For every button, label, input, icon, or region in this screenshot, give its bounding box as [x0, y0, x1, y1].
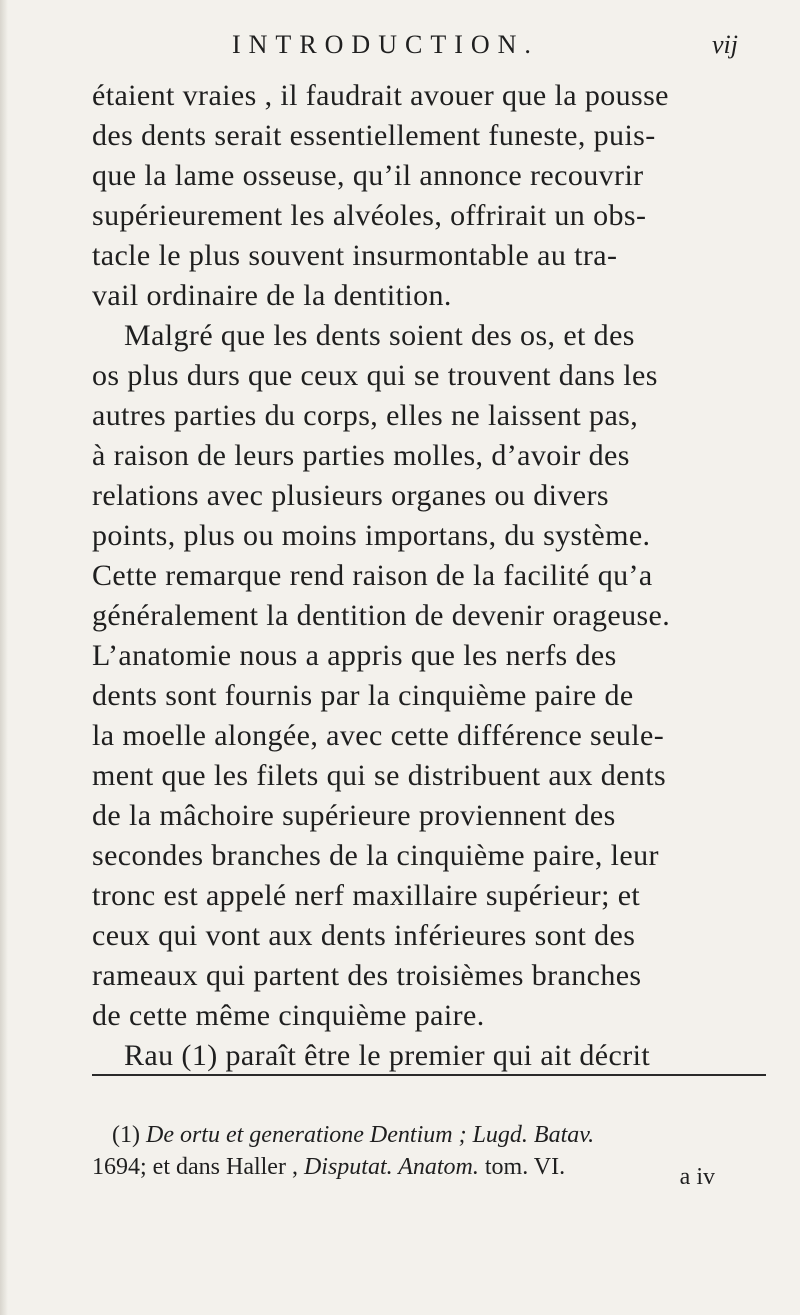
- text-line: que la lame osseuse, qu’il annonce recouvrir: [92, 159, 644, 192]
- text-line: des dents serait essentiellement funeste, puis-: [92, 119, 656, 152]
- text-line: de la mâchoire supérieure proviennent des: [92, 799, 616, 832]
- running-title: INTRODUCTION.: [232, 30, 539, 59]
- footnote-place: Lugd. Batav.: [472, 1122, 595, 1148]
- text-line: à raison de leurs parties molles, d’avoir des: [92, 439, 630, 472]
- footnote-work: Disputat. Anatom.: [303, 1154, 479, 1180]
- text-line: points, plus ou moins importans, du système.: [92, 519, 651, 552]
- text-line: L’anatomie nous a appris que les nerfs des: [92, 639, 617, 672]
- text-line: étaient vraies , il faudrait avouer que la pousse: [92, 79, 669, 112]
- text-line: dents sont fournis par la cinquième paire de: [92, 679, 634, 712]
- page-gutter-shadow: [0, 0, 8, 1315]
- text-line: secondes branches de la cinquième paire, leur: [92, 839, 659, 872]
- paragraph-start-line: Rau (1) paraît être le premier qui ait décrit: [124, 1039, 651, 1072]
- footnote-rule: [92, 1074, 766, 1076]
- text-line: tronc est appelé nerf maxillaire supérieur; et: [92, 879, 641, 912]
- text-line: tacle le plus souvent insurmontable au tra-: [92, 239, 618, 272]
- footnote-volume: tom. VI.: [484, 1154, 566, 1180]
- text-line: supérieurement les alvéoles, offrirait un obs-: [92, 199, 647, 232]
- text-line: os plus durs que ceux qui se trouvent dans les: [92, 359, 658, 392]
- text-line: généralement la dentition de devenir orageuse.: [92, 599, 671, 632]
- paragraph-start-line: Malgré que les dents soient des os, et des: [124, 319, 635, 352]
- text-line: vail ordinaire de la dentition.: [92, 279, 452, 312]
- text-line: rameaux qui partent des troisièmes branches: [92, 959, 642, 992]
- text-line: de cette même cinquième paire.: [92, 999, 485, 1032]
- text-line: ment que les filets qui se distribuent aux dents: [92, 759, 667, 792]
- footnote-line-2: [92, 1152, 565, 1182]
- footnote-year: 1694: [92, 1154, 140, 1180]
- text-line: la moelle alongée, avec cette différence seule-: [92, 719, 665, 752]
- text-line: Cette remarque rend raison de la facilité qu’a: [92, 559, 653, 592]
- text-line: relations avec plusieurs organes ou divers: [92, 479, 609, 512]
- footnote-title: De ortu et generatione Dentium ;: [145, 1122, 467, 1148]
- catchword: a iv: [679, 1164, 715, 1190]
- text-line: autres parties du corps, elles ne laissent pas,: [92, 399, 639, 432]
- footnote-marker: (1): [112, 1122, 140, 1148]
- page-number: vij: [712, 30, 738, 59]
- footnote-connector: ; et dans Haller ,: [140, 1154, 298, 1180]
- page-header: [0, 28, 800, 68]
- footnote-line-1: [112, 1120, 594, 1150]
- text-line: ceux qui vont aux dents inférieures sont des: [92, 919, 636, 952]
